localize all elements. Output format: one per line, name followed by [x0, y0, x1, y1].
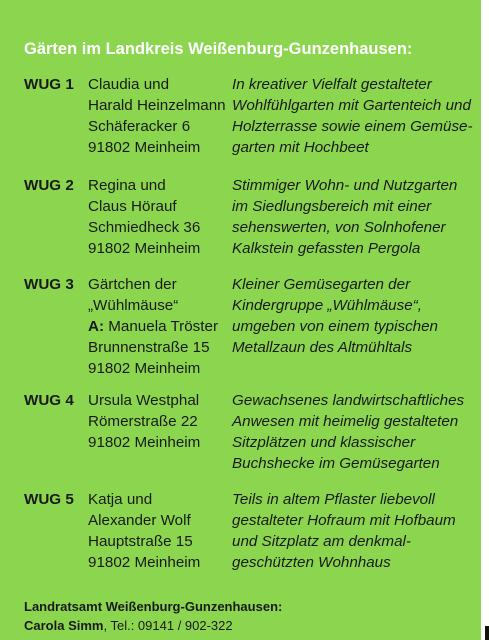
garden-address [88, 74, 226, 158]
description-line: Kindergruppe „Wühlmäuse“, [232, 297, 422, 314]
address-tag: A: [88, 318, 105, 335]
address-line: Claus Hörauf [88, 198, 177, 215]
description-line: gestalteter Hofraum mit Hofbaum [232, 512, 456, 529]
address-line: Regina und [88, 177, 166, 194]
description-line: Anwesen mit heimelig gestalteten [232, 413, 459, 430]
description-line: im Siedlungsbereich mit einer [232, 198, 432, 215]
description-line: Holzterrasse sowie einem Gemüse- [232, 118, 473, 135]
address-line: „Wühlmäuse“ [88, 297, 179, 314]
garden-description [232, 74, 473, 158]
description-line: Stimmiger Wohn- und Nutzgarten [232, 177, 458, 194]
address-line: Schmiedheck 36 [88, 219, 201, 236]
office-name: Landratsamt Weißenburg-Gunzenhausen: [24, 599, 283, 614]
edge-mark [485, 626, 489, 640]
address-line: Alexander Wolf [88, 512, 191, 529]
garden-description [232, 390, 464, 474]
garden-code: WUG 5 [24, 491, 74, 508]
description-line: sehenswerten, von Solnhofener [232, 219, 446, 236]
garden-address [88, 274, 218, 379]
description-line: Kalkstein gefassten Pergola [232, 240, 421, 257]
contact-phone: , Tel.: 09141 / 902-322 [103, 618, 233, 633]
contact-name: Carola Simm [24, 618, 104, 633]
garden-address [88, 489, 200, 573]
address-line: 91802 Meinheim [88, 434, 201, 451]
description-line: garten mit Hochbeet [232, 139, 369, 156]
address-line: Gärtchen der [88, 276, 177, 293]
description-line: Gewachsenes landwirtschaftliches [232, 392, 465, 409]
address-line: Claudia und [88, 76, 170, 93]
address-line: 91802 Meinheim [88, 554, 201, 571]
address-line-contact [88, 316, 218, 337]
address-line: 91802 Meinheim [88, 139, 201, 156]
garden-description [232, 274, 438, 358]
address-line: 91802 Meinheim [88, 240, 201, 257]
contact-footer [24, 597, 282, 635]
description-line: Wohlfühlgarten mit Gartenteich und [232, 97, 471, 114]
address-line: 91802 Meinheim [88, 360, 201, 377]
description-line: und Sitzplatz am denkmal- [232, 533, 411, 550]
page-title: Gärten im Landkreis Weißenburg-Gunzenhausen: [24, 40, 413, 58]
garden-address [88, 175, 200, 259]
description-line: Sitzplätzen und klassischer [232, 434, 416, 451]
description-line: umgeben von einem typischen [232, 318, 439, 335]
description-line: Metallzaun des Altmühltals [232, 339, 413, 356]
garden-code: WUG 3 [24, 276, 74, 293]
address-line: Hauptstraße 15 [88, 533, 193, 550]
garden-code: WUG 4 [24, 392, 74, 409]
address-line: Harald Heinzelmann [88, 97, 226, 114]
garden-code: WUG 1 [24, 76, 74, 93]
description-line: geschützten Wohnhaus [232, 554, 391, 571]
description-line: Buchshecke im Gemüsegarten [232, 455, 440, 472]
address-line: Ursula Westphal [88, 392, 200, 409]
garden-address [88, 390, 200, 453]
contact-line [24, 616, 282, 635]
description-line: Kleiner Gemüsegarten der [232, 276, 411, 293]
garden-description [232, 175, 457, 259]
address-line: Schäferacker 6 [88, 118, 191, 135]
description-line: Teils in altem Pflaster liebevoll [232, 491, 435, 508]
address-contact-name: Manuela Tröster [108, 318, 219, 335]
address-line: Katja und [88, 491, 153, 508]
address-line: Römerstraße 22 [88, 413, 198, 430]
description-line: In kreativer Vielfalt gestalteter [232, 76, 432, 93]
garden-description [232, 489, 456, 573]
address-line: Brunnenstraße 15 [88, 339, 210, 356]
garden-code: WUG 2 [24, 177, 74, 194]
